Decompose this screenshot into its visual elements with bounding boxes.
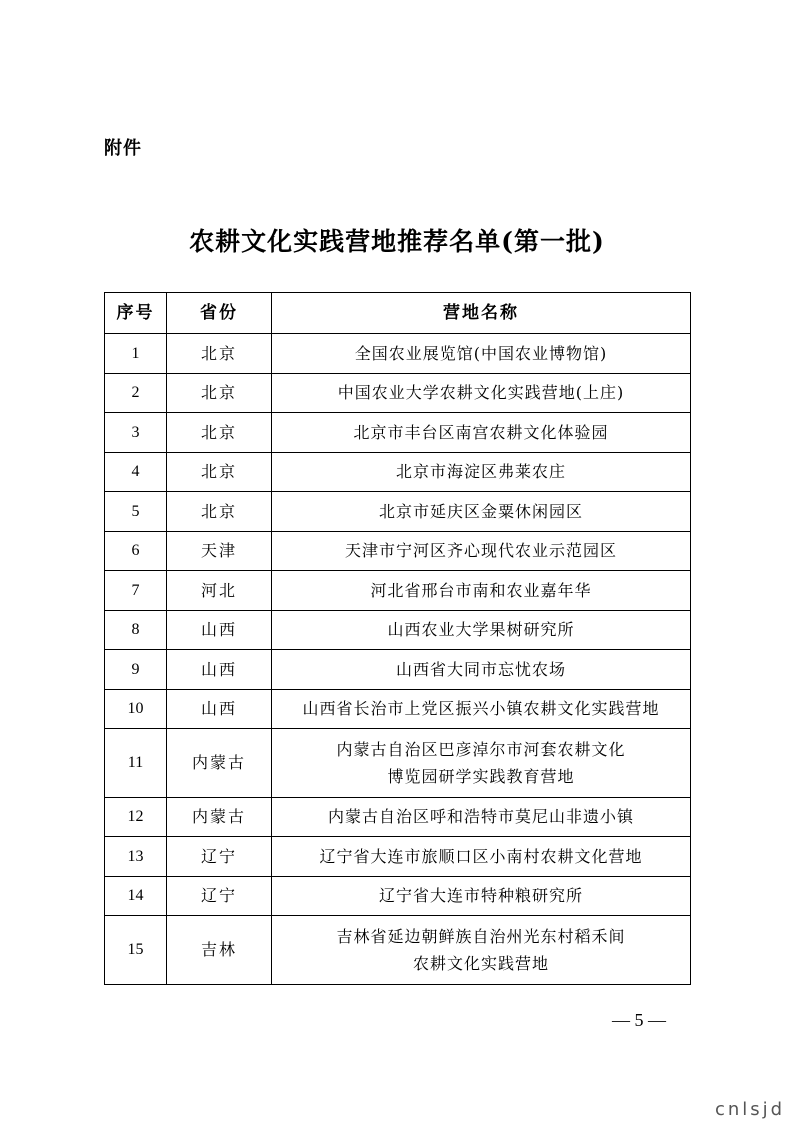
cell-serial-number: 15 bbox=[105, 916, 167, 985]
table-row bbox=[105, 610, 691, 650]
cell-province: 辽宁 bbox=[167, 837, 272, 877]
cell-province: 北京 bbox=[167, 413, 272, 453]
camp-name-line: 辽宁省大连市特种粮研究所 bbox=[378, 886, 583, 906]
cell-province: 天津 bbox=[167, 531, 272, 571]
cell-province: 内蒙古 bbox=[167, 729, 272, 798]
cell-serial-number: 7 bbox=[105, 571, 167, 611]
header-province: 省份 bbox=[167, 293, 272, 334]
cell-province: 北京 bbox=[167, 492, 272, 532]
table-row bbox=[105, 334, 691, 374]
cell-camp-name bbox=[272, 334, 691, 374]
camp-name-line: 全国农业展览馆(中国农业博物馆) bbox=[354, 343, 608, 363]
cell-camp-name bbox=[272, 689, 691, 729]
cell-serial-number: 14 bbox=[105, 876, 167, 916]
camp-name-line: 吉林省延边朝鲜族自治州光东村稻禾间 bbox=[336, 926, 626, 946]
cell-camp-name bbox=[272, 492, 691, 532]
table-row bbox=[105, 650, 691, 690]
cell-province: 辽宁 bbox=[167, 876, 272, 916]
cell-camp-name bbox=[272, 413, 691, 453]
camp-name-line: 内蒙古自治区呼和浩特市莫尼山非遗小镇 bbox=[327, 807, 634, 827]
table-row bbox=[105, 797, 691, 837]
cell-camp-name bbox=[272, 876, 691, 916]
camp-name-line: 山西农业大学果树研究所 bbox=[387, 620, 575, 640]
camp-name-line: 北京市延庆区金粟休闲园区 bbox=[378, 501, 583, 521]
camp-name-line: 北京市海淀区弗莱农庄 bbox=[395, 462, 566, 482]
attachment-label: 附件 bbox=[104, 138, 142, 159]
cell-camp-name bbox=[272, 571, 691, 611]
table-header-row bbox=[105, 293, 691, 334]
cell-serial-number: 13 bbox=[105, 837, 167, 877]
table-row bbox=[105, 413, 691, 453]
table-row bbox=[105, 531, 691, 571]
cell-serial-number: 8 bbox=[105, 610, 167, 650]
table-row bbox=[105, 373, 691, 413]
cell-serial-number: 5 bbox=[105, 492, 167, 532]
table-row bbox=[105, 492, 691, 532]
cell-province: 河北 bbox=[167, 571, 272, 611]
cell-camp-name bbox=[272, 729, 691, 798]
cell-province: 山西 bbox=[167, 689, 272, 729]
cell-camp-name bbox=[272, 837, 691, 877]
camp-name-line: 河北省邢台市南和农业嘉年华 bbox=[370, 580, 592, 600]
watermark: cnlsjd bbox=[715, 1099, 786, 1120]
cell-serial-number: 12 bbox=[105, 797, 167, 837]
camp-name-line: 天津市宁河区齐心现代农业示范园区 bbox=[344, 541, 617, 561]
cell-province: 北京 bbox=[167, 452, 272, 492]
table-row bbox=[105, 452, 691, 492]
document-title: 农耕文化实践营地推荐名单(第一批) bbox=[189, 227, 605, 256]
cell-camp-name bbox=[272, 610, 691, 650]
camp-name-line: 山西省长治市上党区振兴小镇农耕文化实践营地 bbox=[302, 699, 660, 719]
cell-camp-name bbox=[272, 531, 691, 571]
cell-province: 内蒙古 bbox=[167, 797, 272, 837]
camp-name-line: 山西省大同市忘忧农场 bbox=[395, 659, 566, 679]
cell-province: 吉林 bbox=[167, 916, 272, 985]
camp-list-table bbox=[104, 292, 691, 985]
page-number: — 5 — bbox=[612, 1010, 666, 1030]
cell-serial-number: 9 bbox=[105, 650, 167, 690]
camp-name-line: 内蒙古自治区巴彦淖尔市河套农耕文化 bbox=[336, 739, 626, 759]
cell-province: 山西 bbox=[167, 650, 272, 690]
table-row bbox=[105, 837, 691, 877]
camp-name-line: 中国农业大学农耕文化实践营地(上庄) bbox=[337, 383, 625, 403]
camp-name-line: 北京市丰台区南宫农耕文化体验园 bbox=[353, 422, 609, 442]
cell-serial-number: 3 bbox=[105, 413, 167, 453]
cell-camp-name bbox=[272, 916, 691, 985]
cell-serial-number: 6 bbox=[105, 531, 167, 571]
cell-camp-name bbox=[272, 373, 691, 413]
table-row bbox=[105, 916, 691, 985]
cell-province: 山西 bbox=[167, 610, 272, 650]
cell-camp-name bbox=[272, 452, 691, 492]
cell-serial-number: 10 bbox=[105, 689, 167, 729]
table-row bbox=[105, 571, 691, 611]
cell-camp-name bbox=[272, 797, 691, 837]
table-body bbox=[105, 334, 691, 985]
header-serial-number: 序号 bbox=[105, 293, 167, 334]
table-row bbox=[105, 729, 691, 798]
cell-camp-name bbox=[272, 650, 691, 690]
cell-serial-number: 11 bbox=[105, 729, 167, 798]
header-camp-name: 营地名称 bbox=[272, 293, 691, 334]
table-row bbox=[105, 876, 691, 916]
camp-name-line-2: 博览园研学实践教育营地 bbox=[387, 766, 575, 786]
cell-serial-number: 1 bbox=[105, 334, 167, 374]
cell-province: 北京 bbox=[167, 334, 272, 374]
cell-province: 北京 bbox=[167, 373, 272, 413]
camp-name-line: 辽宁省大连市旅顺口区小南村农耕文化营地 bbox=[319, 846, 643, 866]
cell-serial-number: 4 bbox=[105, 452, 167, 492]
cell-serial-number: 2 bbox=[105, 373, 167, 413]
camp-name-line-2: 农耕文化实践营地 bbox=[412, 953, 549, 973]
table-row bbox=[105, 689, 691, 729]
